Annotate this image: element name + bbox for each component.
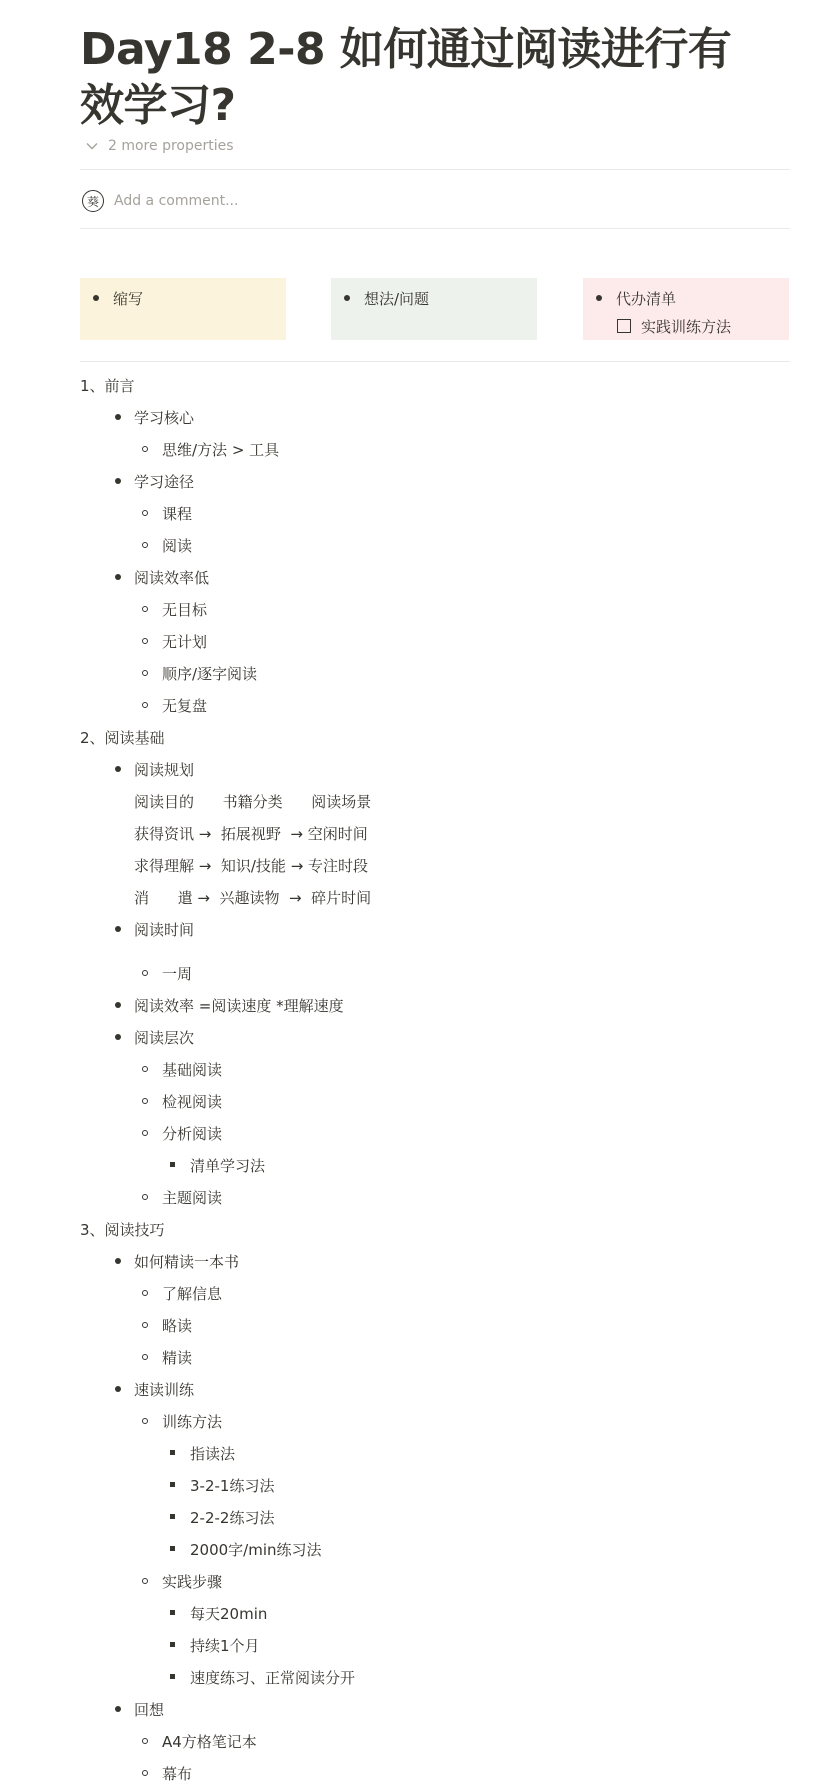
list-item[interactable]: 无计划 [162,632,208,651]
circle-bullet [142,542,148,548]
list-item[interactable]: 学习途径 [134,472,195,491]
list-item[interactable]: 阅读层次 [134,1028,195,1047]
square-bullet [170,1674,175,1679]
circle-bullet [142,1578,148,1584]
list-item[interactable]: 消 遣 → 兴趣读物 → 碎片时间 [134,888,372,907]
list-item[interactable]: 阅读效率 =阅读速度 *理解速度 [134,996,344,1015]
square-bullet [170,1546,175,1551]
circle-bullet [142,1738,148,1744]
list-item[interactable]: 略读 [162,1316,193,1335]
circle-bullet [142,638,148,644]
list-item[interactable]: 主题阅读 [162,1188,223,1207]
list-item[interactable]: 课程 [162,504,193,523]
disc-bullet [115,478,121,484]
more-properties-label: 2 more properties [108,138,234,154]
square-bullet [170,1514,175,1519]
add-comment-row[interactable] [82,187,238,215]
list-item[interactable]: 顺序/逐字阅读 [162,664,258,683]
list-item[interactable]: 回想 [134,1700,165,1719]
more-properties-toggle[interactable] [84,135,234,157]
callout-bullet: 缩写 [113,289,144,308]
list-item[interactable]: 训练方法 [162,1412,223,1431]
list-item[interactable]: 持续1个月 [190,1636,260,1655]
callout-bullet: 想法/问题 [364,289,430,308]
page-title[interactable]: Day18 2-8 如何通过阅读进行有效学习? [80,24,732,131]
circle-bullet [142,670,148,676]
square-bullet [170,1162,175,1167]
disc-bullet [115,1034,121,1040]
circle-bullet [142,1066,148,1072]
callout-bullet: 代办清单 [616,289,677,308]
list-item[interactable]: 阅读规划 [134,760,195,779]
list-item[interactable]: 检视阅读 [162,1092,223,1111]
circle-bullet [142,446,148,452]
callout-todo [583,278,789,340]
section-heading[interactable]: 3、阅读技巧 [80,1220,165,1239]
disc-bullet [115,1386,121,1392]
list-item[interactable]: 每天20min [190,1604,268,1623]
list-item[interactable]: 速度练习、正常阅读分开 [190,1668,356,1687]
list-item[interactable]: 阅读 [162,536,193,555]
todo-label: 实践训练方法 [641,317,732,336]
list-item[interactable]: 阅读时间 [134,920,195,939]
list-item[interactable]: 指读法 [190,1444,236,1463]
circle-bullet [142,1130,148,1136]
list-item[interactable]: 阅读目的 书籍分类 阅读场景 [134,792,372,811]
section-heading[interactable]: 2、阅读基础 [80,728,165,747]
list-item[interactable]: 分析阅读 [162,1124,223,1143]
disc-bullet [115,1002,121,1008]
list-item[interactable]: 学习核心 [134,408,195,427]
list-item[interactable]: 实践步骤 [162,1572,223,1591]
square-bullet [170,1450,175,1455]
todo-checkbox[interactable] [617,319,631,333]
disc-bullet [115,574,121,580]
circle-bullet [142,970,148,976]
square-bullet [170,1610,175,1615]
section-heading[interactable]: 1、前言 [80,376,135,395]
circle-bullet [142,1354,148,1360]
circle-bullet [142,702,148,708]
list-item[interactable]: 精读 [162,1348,193,1367]
circle-bullet [142,1322,148,1328]
list-item[interactable]: 阅读效率低 [134,568,210,587]
callout-abbreviations [80,278,286,340]
list-item[interactable]: 如何精读一本书 [134,1252,240,1271]
list-item[interactable]: 了解信息 [162,1284,223,1303]
circle-bullet [142,606,148,612]
bullet-dot [596,295,602,301]
disc-bullet [115,414,121,420]
list-item[interactable]: 幕布 [162,1764,193,1783]
list-item[interactable]: 2000字/min练习法 [190,1540,322,1559]
square-bullet [170,1482,175,1487]
divider [80,169,790,170]
circle-bullet [142,510,148,516]
disc-bullet [115,926,121,932]
avatar [82,190,104,212]
list-item[interactable]: 3-2-1练习法 [190,1476,275,1495]
list-item[interactable]: 求得理解 → 知识/技能 → 专注时段 [134,856,369,875]
list-item[interactable]: 无目标 [162,600,208,619]
list-item[interactable]: A4方格笔记本 [162,1732,257,1751]
circle-bullet [142,1770,148,1776]
chevron-down-icon [84,138,100,154]
callout-ideas [331,278,537,340]
comment-input[interactable]: Add a comment... [114,193,239,209]
list-item[interactable]: 速读训练 [134,1380,195,1399]
disc-bullet [115,766,121,772]
disc-bullet [115,1258,121,1264]
list-item[interactable]: 2-2-2练习法 [190,1508,275,1527]
circle-bullet [142,1290,148,1296]
square-bullet [170,1642,175,1647]
circle-bullet [142,1098,148,1104]
avatar-initial: 葵 [86,194,99,209]
divider [80,361,790,362]
todo-item[interactable] [593,312,779,340]
bullet-dot [344,295,350,301]
circle-bullet [142,1418,148,1424]
list-item[interactable]: 思维/方法 > 工具 [162,440,280,459]
list-item[interactable]: 清单学习法 [190,1156,266,1175]
callout-columns [80,278,790,342]
bullet-dot [93,295,99,301]
circle-bullet [142,1194,148,1200]
divider [80,228,790,229]
list-item[interactable]: 一周 [162,964,193,983]
list-item[interactable]: 无复盘 [162,696,208,715]
list-item[interactable]: 获得资讯 → 拓展视野 → 空闲时间 [134,824,368,843]
disc-bullet [115,1706,121,1712]
list-item[interactable]: 基础阅读 [162,1060,223,1079]
